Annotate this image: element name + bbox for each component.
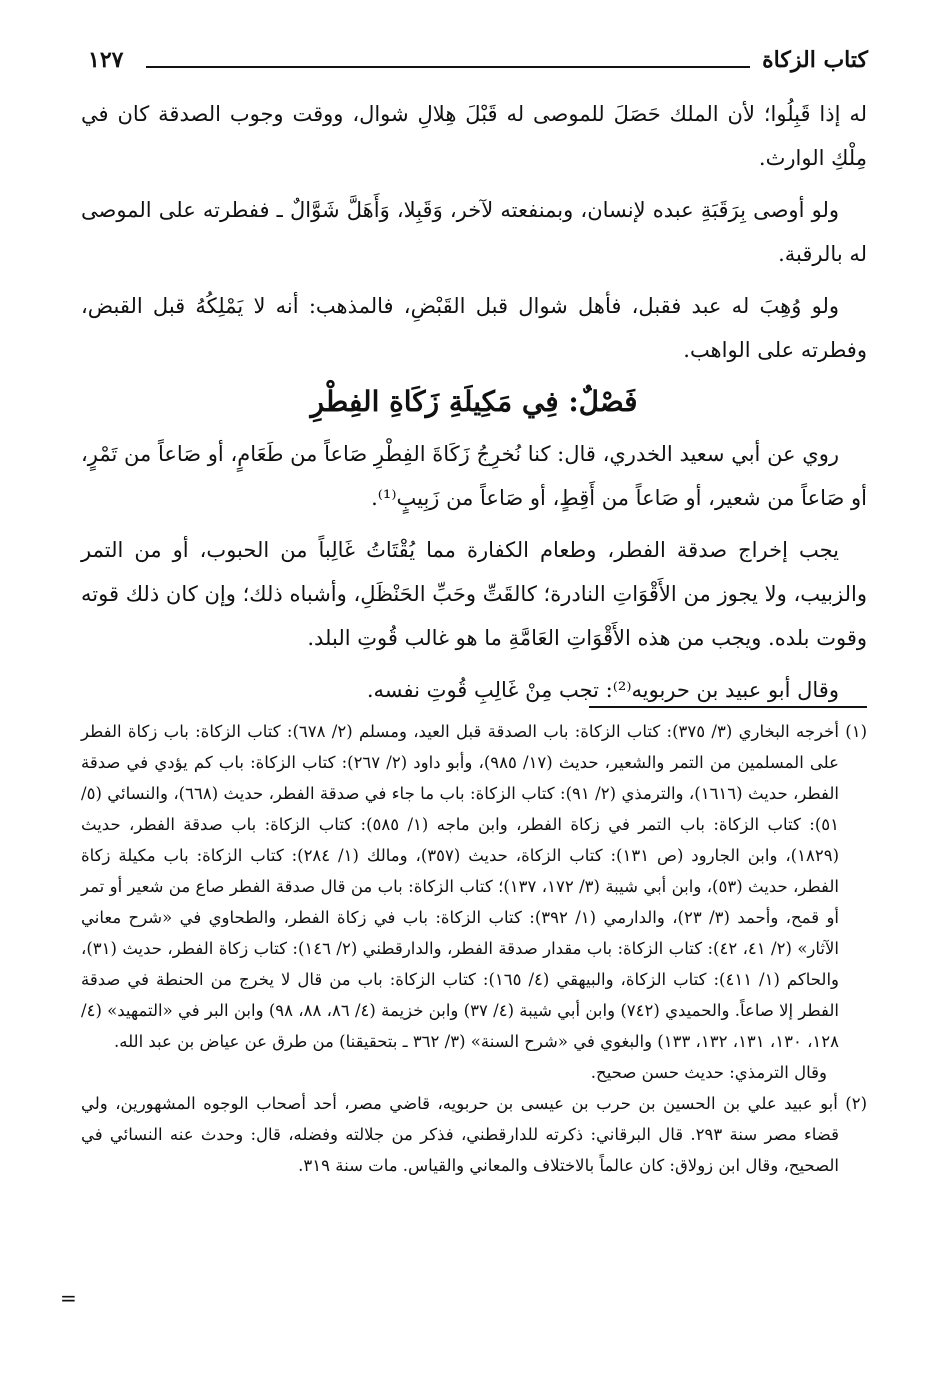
paragraph: ولو وُهِبَ له عبد فقبل، فأهل شوال قبل القَبْضِ، فالمذهب: أنه لا يَمْلِكُهُ قبل القبض، وفطرته على الواهب. — [81, 294, 867, 362]
running-header — [88, 44, 868, 80]
paragraph: ولو أوصى بِرَقَبَةِ عبده لإنسان، وبمنفعته لآخر، وَقَبِلا، وَأَهَلَّ شَوَّالٌ ـ ففطرته على الموصى له بالرقبة. — [81, 198, 867, 266]
footnote-2: (٢) أبو عبيد علي بن الحسين بن حرب بن عيسى بن حربويه، قاضي مصر، أحد أصحاب الوجوه المشهورين، ولي قضاء مصر سنة ٢٩٣. قال البرقاني: ذكرته للدارقطني، فذكر من جلالته وفضله، قال: وحدث عنه النسائي في الصحيح، وقال ابن زولاق: كان عالماً بالاختلاف والمعاني والقياس. مات سنة ٣١٩. — [81, 1094, 867, 1175]
paragraph: وقال أبو عبيد بن حربويه⁽²⁾: تجب مِنْ غَالِبِ قُوتِ نفسه. — [366, 678, 839, 702]
paragraph: يجب إخراج صدقة الفطر، وطعام الكفارة مما يُقْتَاتُ غَالِباً من الحبوب، أو من التمر والزبيب، ولا يجوز من الأَقْوَاتِ النادرة؛ كالقَتِّ وحَبِّ الحَنْظَلِ، وأشباه ذلك؛ وإن كان ذلك قوته وقوت بلده. ويجب من هذه الأَقْوَاتِ العَامَّةِ ما هو غالب قُوتِ البلد. — [81, 538, 867, 650]
footnotes — [81, 716, 867, 1181]
footnote-1: (١) أخرجه البخاري (٣/ ٣٧٥): كتاب الزكاة: باب الصدقة قبل العيد، ومسلم (٢/ ٦٧٨): كتاب الزكاة: باب زكاة الفطر على المسلمين من التمر والشعير، حديث (١٧/ ٩٨٥)، وأبو داود (٢/ ٢٦٧): كتاب الزكاة: باب كم يؤدي في صدقة الفطر، حديث (١٦١٦)، والترمذي (٢/ ٩١): كتاب الزكاة: باب ما جاء في صدقة الفطر، حديث (٦٦٨)، والنسائي (٥/ ٥١): كتاب الزكاة: باب التمر في زكاة الفطر، وابن ماجه (١/ ٥٨٥): كتاب الزكاة: باب صدقة الفطر، حديث (١٨٢٩)، وابن الجارود (ص ١٣١): كتاب الزكاة، حديث (٣٥٧)، ومالك (١/ ٢٨٤): كتاب الزكاة: باب مكيلة زكاة الفطر، حديث (٥٣)، وابن أبي شيبة (٣/ ١٧٢، ١٣٧)؛ كتاب الزكاة: باب من قال صدقة الفطر صاع من شعير أو تمر أو قمح، وأحمد (٣/ ٢٣)، والدارمي (١/ ٣٩٢): كتاب الزكاة: باب في زكاة الفطر، والطحاوي في «شرح معاني الآثار» (٢/ ٤١، ٤٢): كتاب الزكاة: باب مقدار صدقة الفطر، والدارقطني (٢/ ١٤٦): كتاب زكاة الفطر، حديث (٣١)، والحاكم (١/ ٤١١): كتاب الزكاة، والبيهقي (٤/ ١٦٥): كتاب الزكاة: باب من قال لا يخرج من الحنطة في صدقة الفطر إلا صاعاً. والحميدي (٧٤٢) وابن أبي شيبة (٤/ ٣٧) وابن خزيمة (٤/ ٨٦، ٨٨، ٩٨) وابن البر في «التمهيد» (٤/ ١٢٨، ١٣٠، ١٣١، ١٣٢، ١٣٣) والبغوي في «شرح السنة» (٣/ ٣٦٢ ـ بتحقيقنا) من طرق عن عياض بن عبد الله. — [81, 722, 867, 1051]
section-heading: فَصْلٌ: فِي مَكِيلَةِ زَكَاةِ الفِطْرِ — [310, 385, 638, 418]
footnote-separator — [589, 706, 867, 708]
footnote-1-extra: وقال الترمذي: حديث حسن صحيح. — [590, 1063, 827, 1082]
header-rule — [146, 66, 750, 68]
page-number: ١٢٧ — [88, 47, 124, 73]
paragraph: له إذا قَبِلُوا؛ لأن الملك حَصَلَ للموصى له قَبْلَ هِلالِ شوال، ووقت وجوب الصدقة كان في مِلْكِ الوارث. — [81, 102, 867, 170]
margin-mark: = — [60, 1286, 77, 1310]
paragraph: روي عن أبي سعيد الخدري، قال: كنا نُخرِجُ زَكَاةَ الفِطْرِ صَاعاً من طَعَامٍ، أو صَاعاً من تَمْرٍ، أو صَاعاً من شعير، أو صَاعاً من أَقِطٍ، أو صَاعاً من زَبِيبٍ⁽¹⁾. — [81, 442, 867, 510]
book-title: كتاب الزكاة — [762, 47, 868, 73]
main-text — [81, 92, 867, 720]
